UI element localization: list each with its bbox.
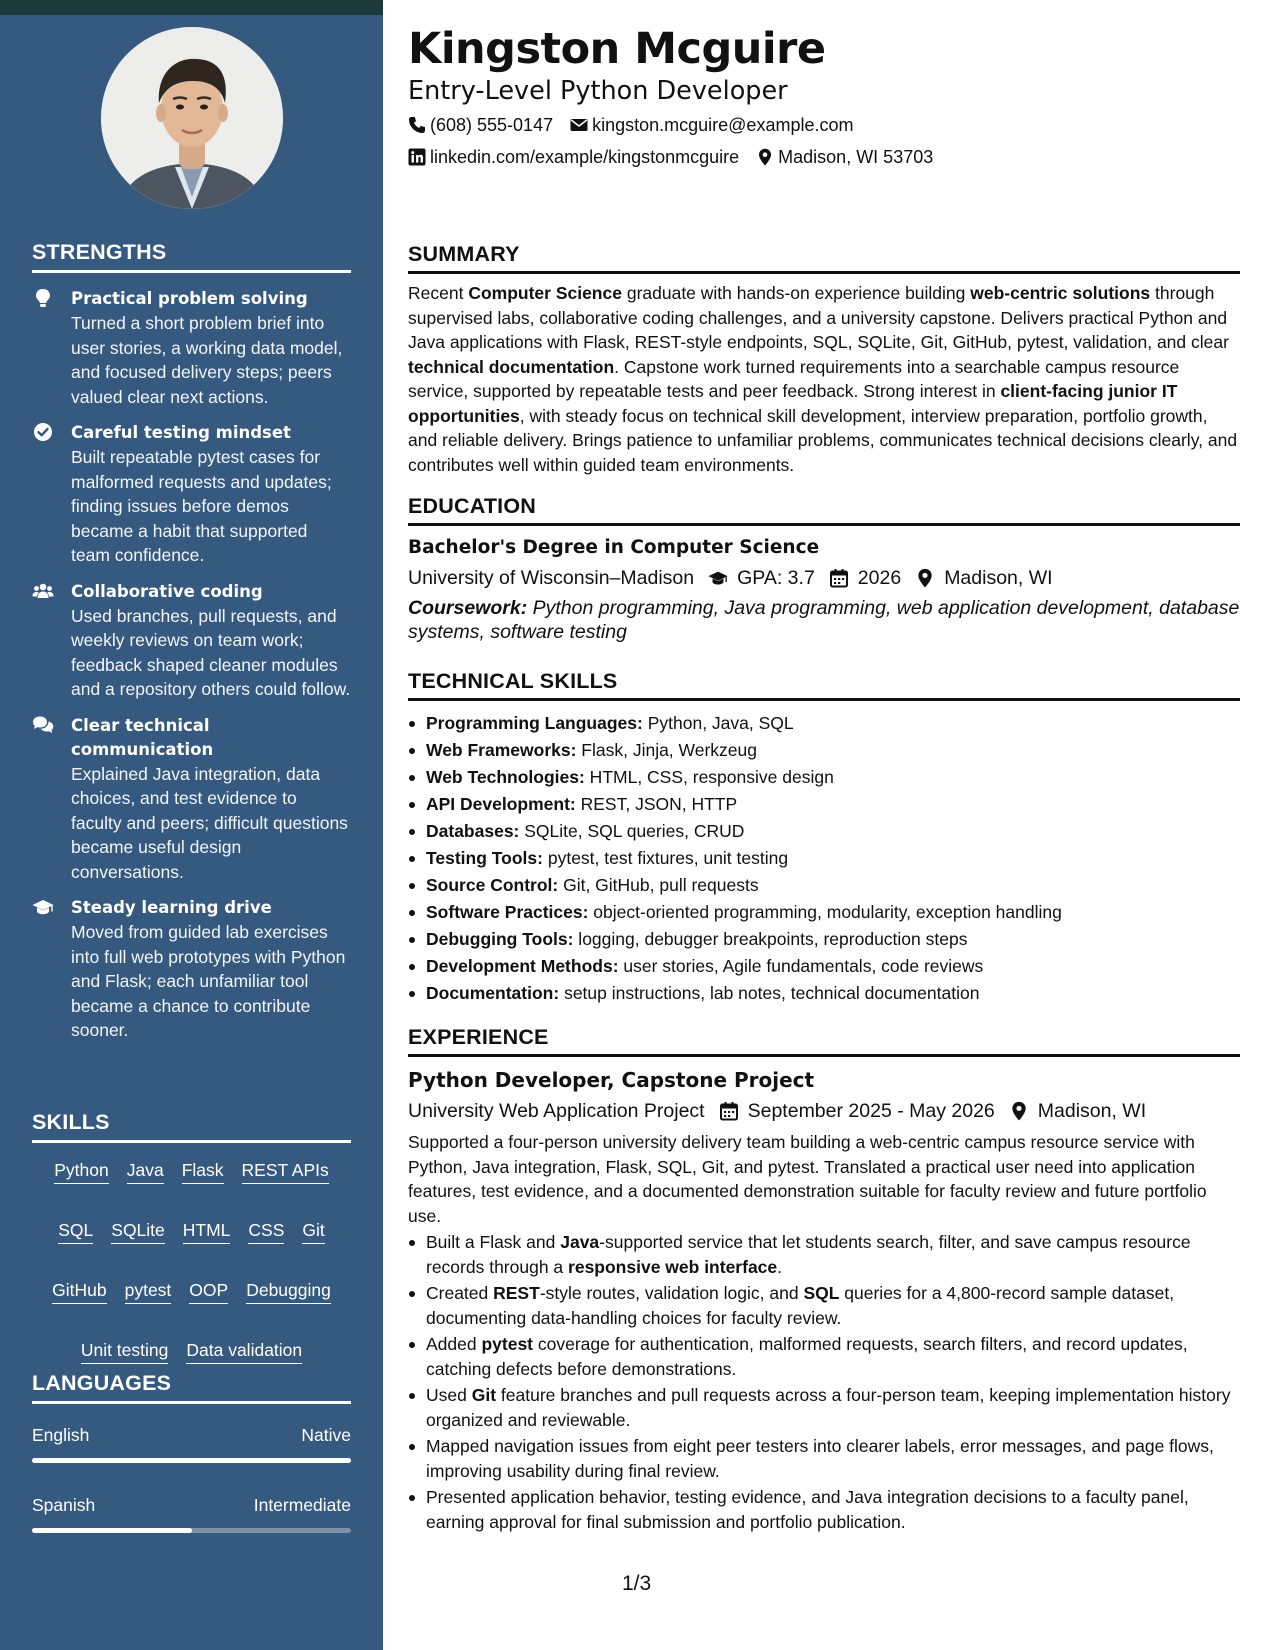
skill-tag-label: Data validation — [186, 1339, 302, 1364]
job-location-text: Madison, WI — [1037, 1100, 1147, 1122]
map-marker-icon — [756, 148, 774, 166]
strength-description: Built repeatable pytest cases for malformed requests and updates; finding issues before demos became a habit that supported team confidence. — [71, 447, 332, 565]
technical-skills-heading: TECHNICAL SKILLS — [408, 668, 1240, 701]
job-title: Python Developer, Capstone Project — [408, 1068, 815, 1092]
skill-category: Testing Tools: — [426, 848, 543, 868]
language-proficiency-bar — [32, 1528, 351, 1533]
contact-linkedin[interactable] — [408, 145, 739, 169]
lightbulb-icon — [32, 288, 54, 308]
skill-category: Databases: — [426, 821, 520, 841]
strengths-heading: STRENGTHS — [32, 240, 351, 273]
language-proficiency-bar — [32, 1458, 351, 1463]
contact-location — [756, 145, 933, 169]
list-item — [408, 764, 1240, 791]
skill-category: Documentation: — [426, 983, 560, 1003]
skill-category: Programming Languages: — [426, 713, 643, 733]
list-item: Presented application behavior, testing evidence, and Java integration decisions to a faculty panel, earning approval for final submission and portfolio publication. — [408, 1485, 1240, 1534]
skill-values: Git, GitHub, pull requests — [558, 875, 759, 895]
calendar-icon — [829, 568, 849, 588]
list-item — [408, 845, 1240, 872]
language-item — [32, 1494, 351, 1533]
skill-tag-label: Java — [127, 1159, 164, 1184]
list-item: Mapped navigation issues from eight peer testers into clearer labels, error messages, and page flows, improving usability during final review. — [408, 1434, 1240, 1483]
strength-description: Turned a short problem brief into user stories, a working data model, and focused delivery steps; peers valued clear next actions. — [71, 313, 343, 407]
experience-bullets — [408, 1230, 1240, 1534]
summary-text: Recent Computer Science graduate with hands-on experience building web-centric solutions through supervised labs, collaborative coding challenges, and a university capstone. Delivers practical Python and Java applications with Flask, REST-style endpoints, SQL, SQLite, Git, GitHub, pytest, validation, and clear technical documentation. Capstone work turned requirements into a searchable campus resource service, supported by repeatable tests and peer feedback. Strong interest in client-facing junior IT opportunities, with steady focus on technical skill development, interview preparation, portfolio growth, and reliable delivery. Brings patience to unfamiliar problems, communicates technical decisions clearly, and contributes well within guided team environments. — [408, 283, 1238, 475]
school-name: University of Wisconsin–Madison — [408, 567, 695, 589]
coursework-label: Coursework: — [408, 597, 528, 619]
skill-values: SQLite, SQL queries, CRUD — [519, 821, 745, 841]
language-proficiency-fill — [32, 1458, 351, 1463]
page-number: 1/3 — [622, 1572, 652, 1595]
language-level: Intermediate — [253, 1495, 351, 1515]
skill-tag — [174, 1218, 240, 1244]
contact-email[interactable] — [570, 113, 853, 137]
strength-description: Moved from guided lab exercises into full web prototypes with Python and Flask; each unfamiliar tool became a chance to contribute sooner. — [71, 922, 346, 1040]
strength-title: Collaborative coding — [71, 581, 263, 601]
skill-tag-label: CSS — [248, 1219, 284, 1244]
list-item — [408, 899, 1240, 926]
skill-tag-label: SQL — [58, 1219, 93, 1244]
skill-tag-label: Git — [302, 1219, 324, 1244]
job-organization: University Web Application Project — [408, 1100, 705, 1122]
strengths-section — [32, 240, 351, 1043]
sidebar — [0, 0, 383, 1650]
skill-tag — [177, 1338, 311, 1364]
skill-values: logging, debugger breakpoints, reproduction steps — [573, 929, 968, 949]
list-item — [408, 926, 1240, 953]
skill-tag-label: SQLite — [111, 1219, 165, 1244]
sidebar-top-bar — [0, 0, 383, 15]
coursework-list: Python programming, Java programming, web application development, database systems, software testing — [408, 597, 1240, 643]
strength-item — [32, 714, 351, 885]
skill-values: HTML, CSS, responsive design — [584, 767, 834, 787]
skill-tag-label: Debugging — [246, 1279, 331, 1304]
contact-line — [408, 113, 870, 137]
technical-skills-section — [408, 668, 1240, 1007]
job-meta — [408, 1098, 1240, 1124]
education-section — [408, 493, 1240, 644]
envelope-icon — [570, 116, 588, 134]
technical-skills-list — [408, 710, 1240, 1007]
skill-values: setup instructions, lab notes, technical documentation — [559, 983, 980, 1003]
gpa — [708, 565, 815, 591]
skill-values: REST, JSON, HTTP — [575, 794, 738, 814]
list-item: Built a Flask and Java-supported service that let students search, filter, and save campus resource records through a responsive web interface. — [408, 1230, 1240, 1279]
language-proficiency-fill — [32, 1528, 192, 1533]
skill-category: API Development: — [426, 794, 576, 814]
skill-tag-label: REST APIs — [242, 1159, 329, 1184]
strength-title: Practical problem solving — [71, 289, 308, 308]
skill-tag — [233, 1158, 338, 1184]
avatar — [101, 27, 283, 209]
linkedin-url[interactable]: linkedin.com/example/kingstonmcguire — [430, 147, 740, 167]
list-item — [408, 737, 1240, 764]
job-description: Supported a four-person university delivery team building a web-centric campus resource service with Python, Java integration, Flask, SQL, Git, and pytest. Translated a practical user need into application features, test evidence, and a documented demonstration suitable for faculty review and future portfolio use. — [408, 1132, 1207, 1226]
skill-values: pytest, test fixtures, unit testing — [542, 848, 789, 868]
strength-title: Clear technical communication — [71, 715, 214, 759]
skill-values: Python, Java, SQL — [642, 713, 794, 733]
job-dates-text: September 2025 - May 2026 — [747, 1100, 995, 1122]
job-location — [1009, 1098, 1146, 1124]
candidate-name: Kingston Mcguire — [408, 24, 826, 74]
language-name: Spanish — [32, 1495, 96, 1515]
skill-values: Flask, Jinja, Werkzeug — [576, 740, 757, 760]
graduation-cap-icon — [708, 568, 728, 588]
languages-heading: LANGUAGES — [32, 1371, 351, 1404]
language-name: English — [32, 1425, 90, 1445]
skill-tag-label: Flask — [182, 1159, 224, 1184]
skill-category: Software Practices: — [426, 902, 589, 922]
skill-tag — [118, 1158, 173, 1184]
skill-tag — [72, 1338, 178, 1364]
list-item — [408, 872, 1240, 899]
graduation-year — [829, 565, 901, 591]
skill-category: Source Control: — [426, 875, 559, 895]
strength-description: Explained Java integration, data choices, and test evidence to faculty and peers; difficult questions became useful design conversations. — [71, 763, 348, 882]
check-circle-icon — [32, 422, 54, 442]
skill-tag — [49, 1218, 102, 1244]
skill-category: Web Technologies: — [426, 767, 585, 787]
education-meta — [408, 565, 1240, 591]
skills-heading: SKILLS — [32, 1110, 351, 1143]
skills-section — [32, 1110, 351, 1364]
education-location — [915, 565, 1052, 591]
skill-tag — [116, 1278, 181, 1304]
skill-category: Development Methods: — [426, 956, 619, 976]
skill-category: Debugging Tools: — [426, 929, 574, 949]
skill-tag-label: Python — [54, 1159, 108, 1184]
education-heading: EDUCATION — [408, 493, 1240, 526]
contact-phone — [408, 113, 553, 137]
skill-tag-label: GitHub — [52, 1279, 106, 1304]
degree-title: Bachelor's Degree in Computer Science — [408, 537, 820, 558]
skill-values: user stories, Agile fundamentals, code reviews — [618, 956, 984, 976]
languages-section — [32, 1371, 351, 1533]
strength-title: Steady learning drive — [71, 898, 272, 917]
email-address[interactable]: kingston.mcguire@example.com — [592, 115, 854, 135]
phone-number: (608) 555-0147 — [430, 115, 554, 135]
contact-line — [408, 145, 950, 169]
education-location-text: Madison, WI — [944, 567, 1053, 589]
profile-photo — [101, 27, 283, 209]
skill-tag — [102, 1218, 174, 1244]
job-dates — [719, 1098, 995, 1124]
strength-item — [32, 896, 351, 1043]
location-text: Madison, WI 53703 — [778, 147, 934, 167]
phone-icon — [408, 116, 426, 134]
skill-tag — [239, 1218, 293, 1244]
list-item — [408, 791, 1240, 818]
graduation-cap-icon — [32, 897, 54, 917]
gpa-text: GPA: 3.7 — [737, 567, 815, 589]
experience-section — [408, 1024, 1240, 1536]
coursework — [408, 596, 1240, 644]
skill-category: Web Frameworks: — [426, 740, 577, 760]
summary-heading: SUMMARY — [408, 241, 1240, 274]
strength-item — [32, 580, 351, 702]
skill-tag — [45, 1158, 117, 1184]
year-text: 2026 — [857, 567, 902, 589]
skill-tag-label: OOP — [189, 1279, 228, 1304]
skill-tag — [43, 1278, 115, 1304]
skill-values: object-oriented programming, modularity, exception handling — [588, 902, 1062, 922]
skill-tag-label: HTML — [183, 1219, 231, 1244]
candidate-title: Entry-Level Python Developer — [408, 76, 788, 106]
list-item — [408, 818, 1240, 845]
strength-item — [32, 421, 351, 568]
language-item — [32, 1424, 351, 1463]
language-level: Native — [301, 1425, 351, 1445]
experience-heading: EXPERIENCE — [408, 1024, 1240, 1057]
map-marker-icon — [915, 568, 935, 588]
list-item — [408, 953, 1240, 980]
strength-description: Used branches, pull requests, and weekly reviews on team work; feedback shaped cleaner modules and a repository others could follow. — [71, 605, 351, 699]
skill-tag-label: Unit testing — [81, 1339, 169, 1364]
linkedin-icon — [408, 148, 426, 166]
skill-tag — [173, 1158, 233, 1184]
skill-tag — [293, 1218, 333, 1244]
summary-section — [408, 241, 1240, 477]
users-icon — [32, 581, 54, 601]
calendar-icon — [719, 1101, 739, 1121]
comments-icon — [32, 715, 54, 735]
list-item — [408, 980, 1240, 1007]
skill-tag — [237, 1278, 340, 1304]
strength-title: Careful testing mindset — [71, 423, 291, 442]
skill-tag-label: pytest — [125, 1279, 172, 1304]
skill-tags — [32, 1158, 351, 1364]
list-item — [408, 710, 1240, 737]
list-item: Created REST-style routes, validation logic, and SQL queries for a 4,800-record sample dataset, documenting data-handling choices for faculty review. — [408, 1281, 1240, 1330]
map-marker-icon — [1009, 1101, 1029, 1121]
list-item: Added pytest coverage for authentication, malformed requests, search filters, and record updates, catching defects before demonstrations. — [408, 1332, 1240, 1381]
strength-item — [32, 287, 351, 409]
skill-tag — [180, 1278, 237, 1304]
list-item: Used Git feature branches and pull requests across a four-person team, keeping implementation history organized and reviewable. — [408, 1383, 1240, 1432]
